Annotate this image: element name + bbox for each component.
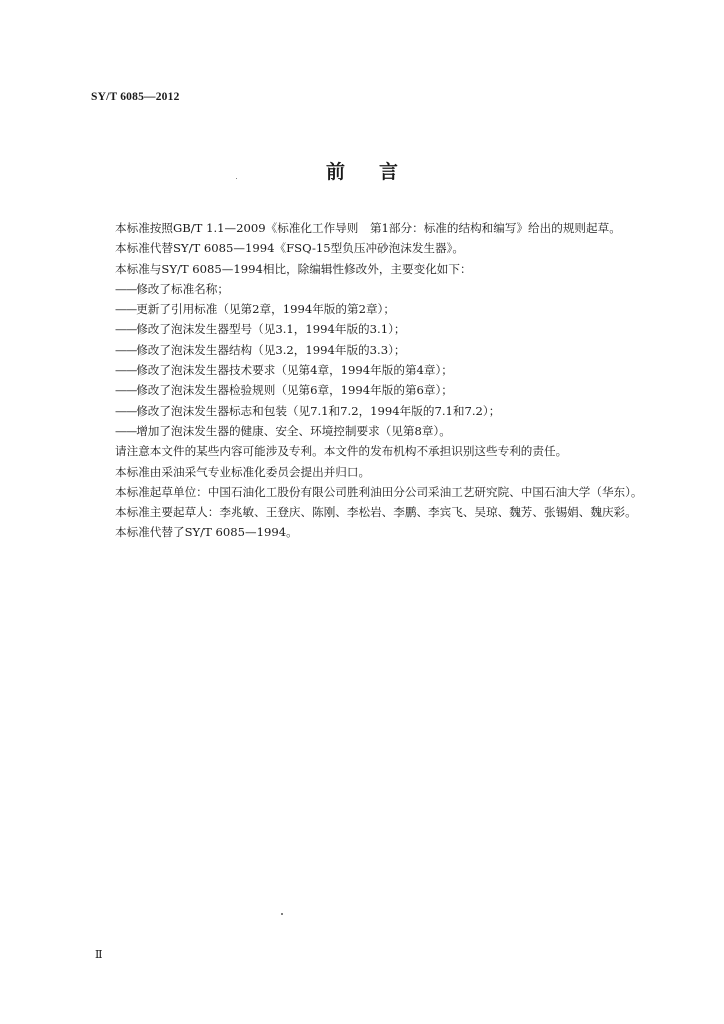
dash-marker: ——	[115, 383, 137, 398]
change-text: 增加了泡沫发生器的健康、安全、环境控制要求（见第8章）。	[136, 423, 451, 438]
paragraph-drafting-rules: 本标准按照GB/T 1.1—2009《标准化工作导则 第1部分：标准的结构和编写》给出的规则起草。	[115, 221, 621, 235]
paragraph-drafting-units: 本标准起草单位：中国石油化工股份有限公司胜利油田分公司采油工艺研究院、中国石油大学（华东）。	[115, 484, 643, 499]
change-item	[91, 401, 653, 421]
change-item	[91, 340, 653, 360]
change-item	[91, 299, 653, 319]
change-item	[91, 380, 653, 400]
title-char-right: 言	[379, 161, 399, 183]
change-text: 修改了泡沫发生器标志和包装（见7.1和7.2，1994年版的7.1和7.2）；	[136, 403, 501, 418]
dash-marker: ——	[115, 322, 137, 337]
change-text: 修改了泡沫发生器技术要求（见第4章，1994年版的第4章）；	[136, 363, 453, 378]
page-title	[0, 157, 724, 184]
foreword-body	[91, 218, 653, 543]
change-text: 修改了泡沫发生器结构（见3.2，1994年版的3.3）；	[136, 342, 406, 357]
change-item	[91, 279, 653, 299]
scan-speck	[236, 178, 237, 179]
standard-code: SY/T 6085—2012	[91, 91, 180, 103]
paragraph-changes-intro: 本标准与SY/T 6085—1994相比，除编辑性修改外，主要变化如下：	[115, 261, 472, 276]
title-char-left: 前	[325, 161, 345, 183]
change-item	[91, 319, 653, 339]
change-text: 修改了标准名称；	[136, 281, 229, 296]
change-text: 修改了泡沫发生器检验规则（见第6章，1994年版的第6章）；	[136, 383, 453, 398]
page-number: Ⅱ	[95, 949, 103, 961]
dash-marker: ——	[115, 363, 137, 378]
dash-marker: ——	[115, 403, 137, 418]
paragraph-replaces: 本标准代替SY/T 6085—1994《FSQ-15型负压冲砂泡沫发生器》。	[115, 241, 464, 256]
paragraph-proposer: 本标准由采油采气专业标准化委员会提出并归口。	[115, 464, 371, 479]
dash-marker: ——	[115, 423, 137, 438]
dash-marker: ——	[115, 342, 137, 357]
change-text: 修改了泡沫发生器型号（见3.1，1994年版的3.1）；	[136, 322, 406, 337]
scan-speck	[281, 913, 283, 915]
paragraph-drafters: 本标准主要起草人：李兆敏、王登庆、陈刚、李松岩、李鹏、李宾飞、吴琼、魏芳、张锡娟、魏庆彩。	[115, 505, 637, 520]
dash-marker: ——	[115, 281, 137, 296]
change-item	[91, 360, 653, 380]
dash-marker: ——	[115, 302, 137, 317]
change-item	[91, 421, 653, 441]
change-text: 更新了引用标准（见第2章，1994年版的第2章）；	[136, 302, 395, 317]
paragraph-patent-notice: 请注意本文件的某些内容可能涉及专利。本文件的发布机构不承担识别这些专利的责任。	[115, 444, 568, 459]
paragraph-replaced-edition: 本标准代替了SY/T 6085—1994。	[115, 525, 298, 540]
